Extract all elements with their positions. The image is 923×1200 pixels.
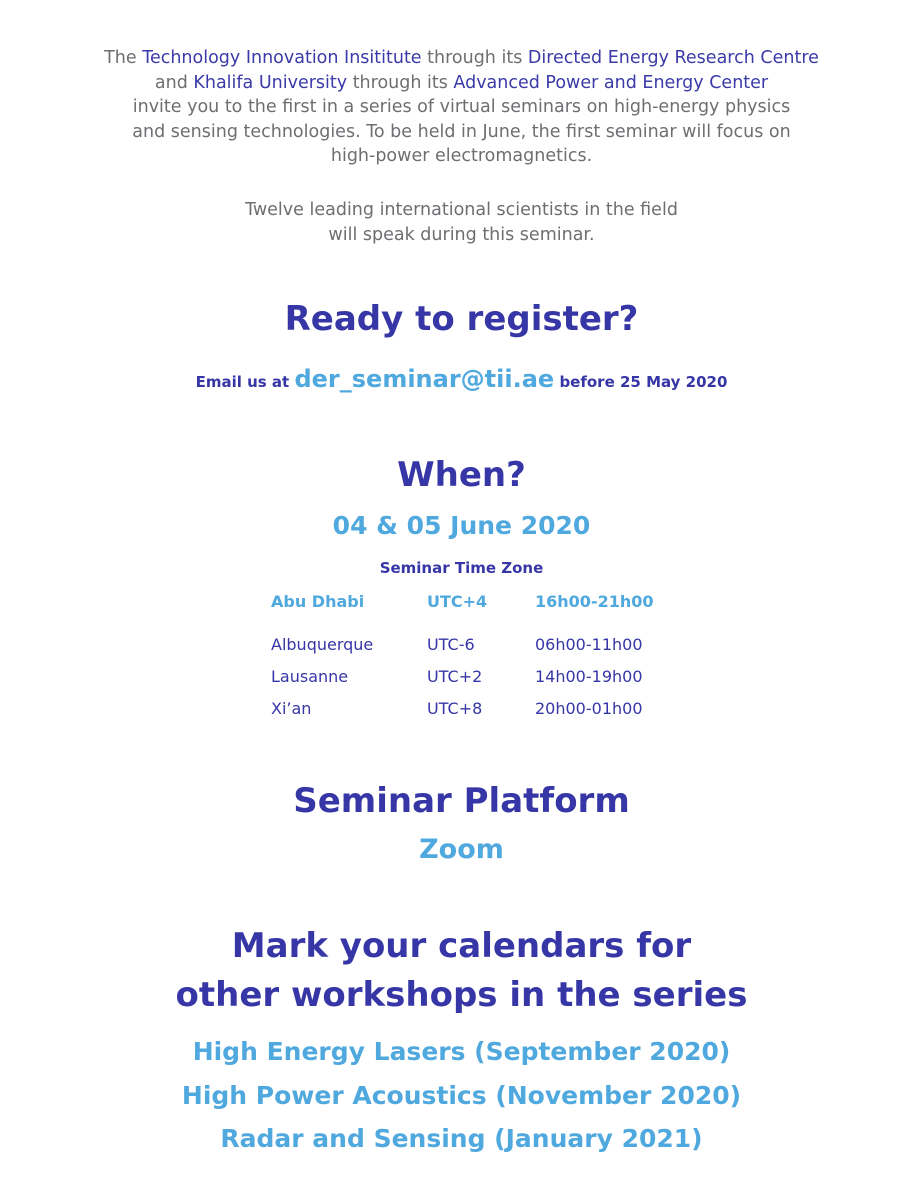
timezone-row	[0, 633, 923, 657]
seminar-date: 04 & 05 June 2020	[332, 511, 591, 540]
email-link[interactable]: der_seminar@tii.ae	[294, 365, 555, 393]
intro-text: The	[104, 48, 143, 68]
org-name-tii: Technology Innovation Insititute	[142, 48, 422, 68]
timezone-row	[0, 590, 923, 614]
workshop-list	[0, 1030, 923, 1161]
when-heading: When?	[397, 455, 526, 495]
tz-city: Albuquerque	[271, 635, 374, 654]
intro-text: through its	[347, 72, 454, 93]
intro-line-5: high-power electromagnetics.	[330, 146, 593, 166]
workshop-item: High Energy Lasers (September 2020)	[192, 1037, 731, 1066]
tz-offset: UTC+4	[427, 592, 488, 611]
workshop-item: Radar and Sensing (January 2021)	[220, 1124, 703, 1153]
timezone-row	[0, 697, 923, 721]
calendar-heading	[0, 922, 923, 1020]
tz-time: 14h00-19h00	[535, 667, 643, 686]
unit-name-apec: Advanced Power and Energy Center	[453, 72, 769, 93]
speakers-line-1: Twelve leading international scientists in the field	[245, 200, 678, 220]
tz-time: 06h00-11h00	[535, 635, 643, 654]
tz-city: Abu Dhabi	[271, 592, 365, 611]
intro-text: through its	[421, 48, 528, 68]
intro-line-4: and sensing technologies. To be held in June, the first seminar will focus on	[132, 121, 791, 142]
tz-time: 16h00-21h00	[535, 592, 654, 611]
intro-paragraph	[0, 46, 923, 169]
email-prefix: Email us at	[195, 373, 290, 391]
tz-city: Lausanne	[271, 667, 349, 686]
intro-line-1	[0, 46, 923, 71]
speakers-paragraph	[0, 198, 923, 247]
workshop-item: High Power Acoustics (November 2020)	[181, 1080, 742, 1110]
tz-time: 20h00-01h00	[535, 699, 643, 718]
tz-offset: UTC-6	[427, 635, 475, 654]
timezone-row	[0, 665, 923, 689]
calendar-heading-line-2: other workshops in the series	[175, 975, 748, 1015]
org-name-ku: Khalifa University	[193, 72, 348, 93]
calendar-heading-line-1: Mark your calendars for	[231, 926, 692, 966]
intro-text: and	[154, 72, 194, 93]
platform-heading: Seminar Platform	[293, 781, 630, 821]
speakers-line-2: will speak during this seminar.	[328, 224, 595, 245]
intro-line-3: invite you to the first in a series of virtual seminars on high-energy physics	[132, 97, 791, 117]
timezone-heading: Seminar Time Zone	[379, 559, 544, 577]
tz-city: Xi’an	[271, 699, 312, 718]
unit-name-derc: Directed Energy Research Centre	[527, 48, 819, 68]
email-deadline: before 25 May 2020	[559, 373, 728, 391]
platform-name: Zoom	[419, 834, 504, 865]
tz-offset: UTC+2	[427, 667, 483, 686]
register-heading: Ready to register?	[284, 299, 639, 339]
tz-offset: UTC+8	[427, 699, 483, 718]
register-email-line	[0, 361, 923, 400]
intro-line-2	[0, 71, 923, 96]
